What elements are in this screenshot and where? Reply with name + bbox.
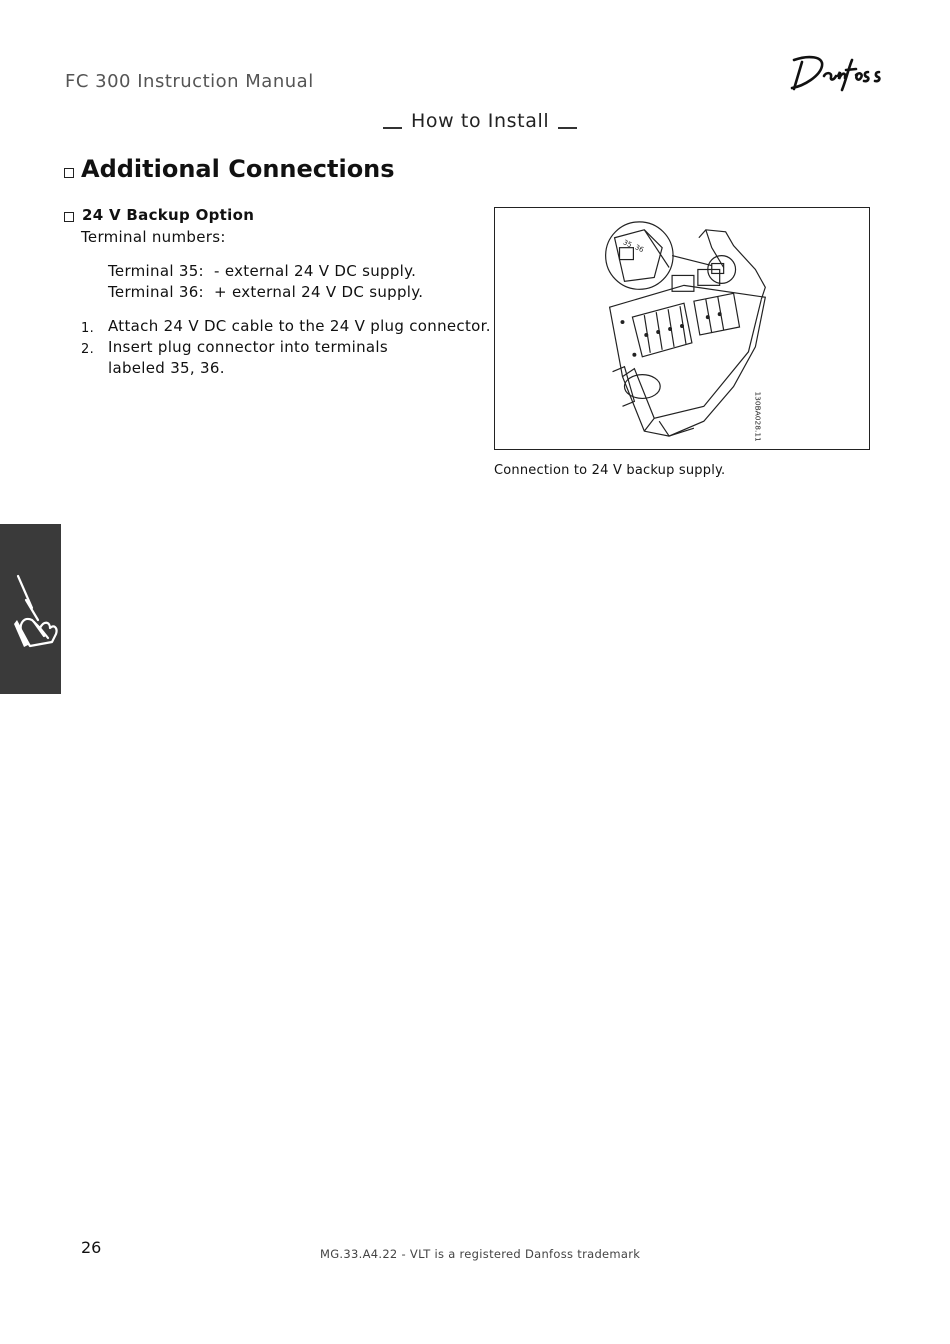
terminal-35-text: Terminal 35: - external 24 V DC supply. <box>108 262 417 280</box>
section-title: How to Install <box>411 110 550 132</box>
terminal-intro: Terminal numbers: <box>81 228 226 246</box>
header-rule-left <box>383 127 402 129</box>
bullet-square-icon <box>64 168 74 178</box>
screwdriver-hand-icon <box>0 524 61 694</box>
page-heading: Additional Connections <box>81 155 395 183</box>
terminal-block-illustration <box>495 208 869 449</box>
figure-code: 130BA028.11 <box>753 391 763 442</box>
terminal-36-text: Terminal 36: + external 24 V DC supply. <box>108 283 424 301</box>
step-text: Attach 24 V DC cable to the 24 V plug connector. <box>108 317 491 335</box>
danfoss-logo <box>786 52 890 94</box>
terminal-label-35: 35 <box>621 238 634 250</box>
section-header <box>374 110 586 132</box>
manual-title: FC 300 Instruction Manual <box>65 71 314 92</box>
figure-caption: Connection to 24 V backup supply. <box>494 463 726 478</box>
subheading: 24 V Backup Option <box>82 206 255 224</box>
chapter-side-tab <box>0 524 61 694</box>
step-number: 1. <box>81 321 95 336</box>
step-number: 2. <box>81 342 95 357</box>
terminal-label-36: 36 <box>633 243 645 255</box>
header-rule-right <box>558 127 577 129</box>
page-number: 26 <box>81 1238 102 1257</box>
step-text-continued: labeled 35, 36. <box>108 359 225 377</box>
bullet-square-icon <box>64 212 74 222</box>
footer-text: MG.33.A4.22 - VLT is a registered Danfoss trademark <box>320 1247 641 1261</box>
connection-figure <box>494 207 870 450</box>
step-text: Insert plug connector into terminals <box>108 338 388 356</box>
